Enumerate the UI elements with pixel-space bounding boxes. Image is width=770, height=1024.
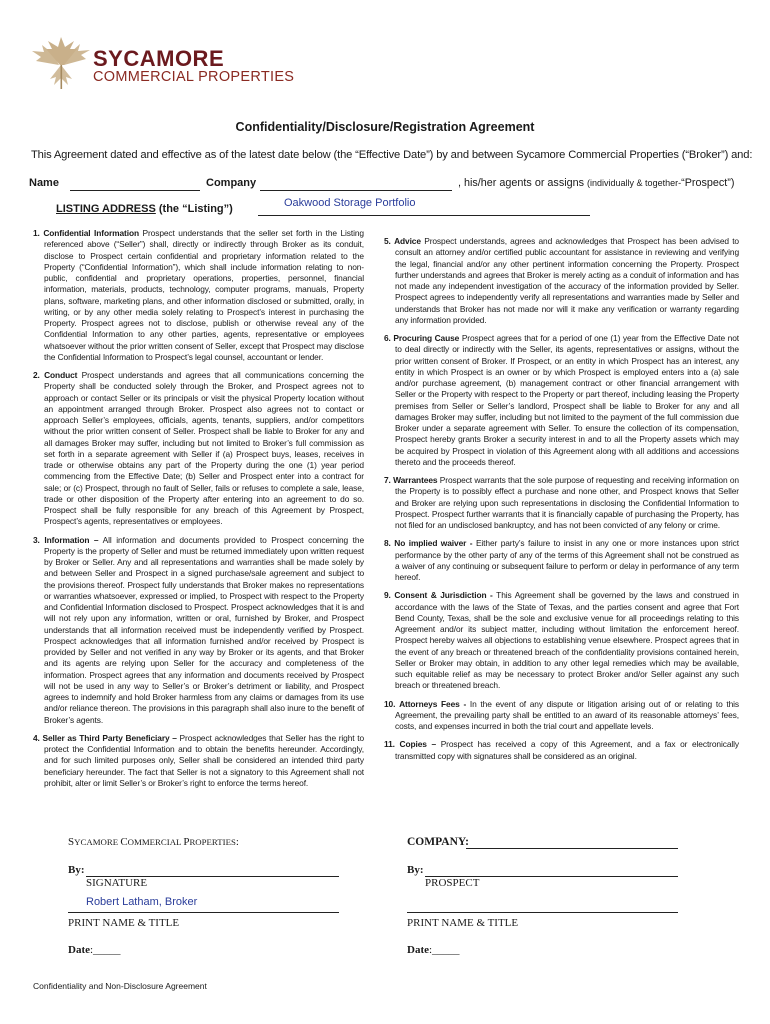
sc-6: ROPERTIES xyxy=(189,837,236,847)
clauses-right-column xyxy=(384,236,739,769)
clause-body: Prospect acknowledges that Seller has the right to protect the Confidential Information and to obtain the benefits hereunder. Accordingly, and for such limited purposes only, Seller shall be considered an intended third party beneficiary hereunder. The fact that Seller is not a signatory to this Agreement shall not prohibit, alter or limit Seller’s or Broker’s right to enforce the terms hereof. xyxy=(44,732,365,788)
company-heading-line[interactable] xyxy=(466,848,678,849)
clause-body: Either party’s failure to insist in any one or more instances upon strict performance by the other party of any of the terms of this Agreement shall not be construed as a waiver of any continuing or subsequent failure to perform or delay in performance of any term hereof. xyxy=(395,538,739,582)
clause-body: This Agreement shall be governed by the laws and construed in accordance with the laws of the State of Texas, and the parties consent and agree that Fort Bend County, Texas, shall be the sole and exclusive venue for all proceedings relating to this Agreement and/or its subject matter, including without limitation the enforcement hereof. Prospect hereby waives all objections to establishing venue elsewhere. Prospect agrees that in the event of any breach or threatened breach of the confidentiality provisions contained herein, Seller or Broker may obtain, in addition to any other legal remedies which may be available, such equitable relief as may be necessary to protect Broker and/or Seller against any such breach or threatened breach. xyxy=(395,590,739,691)
clauses-left-column xyxy=(33,228,364,796)
intro-tail: (“Broker”) and: xyxy=(678,149,753,161)
listing-address-value: Oakwood Storage Portfolio xyxy=(284,197,416,209)
right-date-label: Date xyxy=(407,944,429,956)
agents-text xyxy=(458,177,735,189)
left-signature-caption: SIGNATURE xyxy=(86,877,148,889)
right-prospect-caption: PROSPECT xyxy=(425,877,480,889)
clause-4 xyxy=(33,733,364,789)
clause-11 xyxy=(384,739,739,762)
clause-number: 2. xyxy=(33,370,40,380)
clause-body: Prospect warrants that the sole purpose of requesting and receiving information on the Property is to possibly effect a purchase and none other, and Prospect knows that Seller and Broker are relying upon such representations in disclosing the Confidential Information to Prospect. Prospect further warrants that it is financially capable of purchasing the Property, has not filed for an undisclosed bankruptcy, and has not been convicted of any felony or crime. xyxy=(395,475,739,530)
clause-heading: No implied waiver - xyxy=(394,538,473,549)
clause-8 xyxy=(384,538,739,583)
clause-heading: Advice xyxy=(394,236,421,246)
listing-address-field[interactable] xyxy=(258,215,590,216)
clause-body: Prospect agrees that for a period of one (1) year from the Effective Date not to deal directly or indirectly with the Seller, its agents, representatives or assigns, without the prior written consent of Broker. If Prospect, or an entity in which Prospect has an interest, any entity in which Prospect is an owner or by which Prospect is employed enters into a (a) sale and/or purchase agreement, (b) management contract or other financial arrangement with Seller or the Property with respect to the Property or part thereof, including leasing the Property premises from Seller or Seller’s landlord, Prospect shall be liable to Broker for any and all damages Broker may suffer, including but not limited to the payment of the full commission due Broker under a separate agreement with Seller. To ensure the collection of its compensation, Prospect hereby grants Broker a security interest in and to all the Property assets which may be acquired by Prospect in violation of this Agreement along with all additions and accessions thereto and the proceeds thereof. xyxy=(395,333,739,467)
clause-heading: Copies – xyxy=(399,739,437,750)
clause-number: 4. xyxy=(33,732,40,743)
clause-heading: Seller as Third Party Beneficiary – xyxy=(42,732,177,743)
clause-6 xyxy=(384,333,739,468)
intro-party: Sycamore Commercial Properties xyxy=(516,149,679,161)
sc-2: YCAMORE xyxy=(74,837,121,847)
clause-body: Prospect understands that the seller set forth in the Listing referenced above (“Seller”) shall, directly or indirectly through Broker as its conduit, disclose to Prospect certain confidential and proprietary information related to the Property (“Confidential Information”), which shall include information relating to non-public, confidential and proprietary operations, properties, personnel, financial information, materials, products, technology, computer programs, manuals, Property plans, software, marketing plans, and other information disclosed or submitted, orally, in writing, or by any other media solely relating to Prospect’s interest in purchasing the Property. Prospect agrees not to disclose, publish or otherwise reveal any of the Confidential Information to any other parties, agents, representative or employees whatsoever without the prior written consent of Seller, except that Prospect may disclose the Confidential Information to Prospect’s legal counsel, accountant or lender. xyxy=(44,228,364,362)
clause-10 xyxy=(384,699,739,733)
brand-name: SYCAMORE xyxy=(93,46,225,71)
company-field[interactable] xyxy=(260,190,452,191)
clause-1 xyxy=(33,228,364,363)
agents-text-main: , his/her agents or assigns xyxy=(458,177,585,189)
clause-number: 5. xyxy=(384,236,391,246)
left-print-name-caption: PRINT NAME & TITLE xyxy=(68,917,180,929)
sc-5: P xyxy=(183,836,190,848)
clause-3 xyxy=(33,535,364,726)
sycamore-signature-heading xyxy=(68,836,239,848)
clause-body: Prospect understands and agrees that all communications concerning the Property shall be conducted solely through the Broker, and Prospect agrees not to approach or contact Seller or its principals or visit the physical Property location without an appointment arranged through Broker. Prospect also agrees not to contact or approach Seller’s employees, officials, agents, tenants, suppliers, and/or competitors without the prior written consent of Seller. Prospect shall be liable to Broker for any and all damages Broker may suffer, including but not limited to Broker’s full commission as set forth in a separate agreement with Seller if (a) Prospect buys, leases, receives in trade or otherwise obtains any part of the Property during the one (1) year period commencing from the Effective Date; (b) Seller and Prospect enter into a contract for sale; or (c) Prospect, through no fault of Seller, fails or refuses to complete a sale, lease, trade or other disposition of the Property after entering into an agreement to do so. Prospect shall be fully responsible for any breach of this Agreement by Prospect, Prospect’s agents, representatives or employees. xyxy=(44,370,364,527)
clause-number: 6. xyxy=(384,333,391,343)
clause-heading: Attorneys Fees - xyxy=(399,698,467,709)
left-date xyxy=(68,944,121,956)
company-label: Company xyxy=(206,177,257,189)
clause-number: 10. xyxy=(384,698,396,709)
right-print-name-line[interactable] xyxy=(407,912,678,913)
agents-text-end: “Prospect”) xyxy=(681,177,735,189)
clause-2 xyxy=(33,370,364,528)
right-print-name-caption: PRINT NAME & TITLE xyxy=(407,917,519,929)
clause-heading: Warrantees xyxy=(393,475,438,485)
left-print-name-line[interactable] xyxy=(68,912,339,913)
company-signature-heading: COMPANY: xyxy=(407,836,469,848)
clause-number: 1. xyxy=(33,228,40,238)
left-date-blank[interactable]: :_____ xyxy=(90,944,121,956)
listing-address-label xyxy=(56,203,233,215)
name-label: Name xyxy=(29,177,59,189)
brand-tagline: COMMERCIAL PROPERTIES xyxy=(93,69,295,85)
clause-number: 11. xyxy=(384,739,395,750)
clause-heading: Information – xyxy=(44,534,99,545)
sc-7: : xyxy=(235,836,239,848)
clause-heading: Consent & Jurisdiction - xyxy=(394,590,493,601)
page-footer: Confidentiality and Non-Disclosure Agreement xyxy=(33,981,207,991)
sc-1: S xyxy=(68,836,75,848)
listing-label-a: LISTING ADDRESS xyxy=(56,203,156,215)
left-by-label: By: xyxy=(68,864,85,876)
sc-4: OMMERCIAL xyxy=(127,837,184,847)
right-date-blank[interactable]: :_____ xyxy=(429,944,460,956)
clause-heading: Procuring Cause xyxy=(393,333,460,343)
document-title: Confidentiality/Disclosure/Registration Agreement xyxy=(235,120,535,134)
name-field[interactable] xyxy=(70,190,200,191)
clause-7 xyxy=(384,475,739,531)
clause-9 xyxy=(384,590,739,691)
clause-body: In the event of any dispute or litigation arising out of or relating to this Agreement, the prevailing party shall be entitled to an award of its reasonable attorneys’ fees, costs, and expenses incurred in both the trial court and appellate levels. xyxy=(395,698,740,731)
left-date-label: Date xyxy=(68,944,90,956)
intro-text: This Agreement dated and effective as of the latest date below (the “Effective Date”) by and between xyxy=(31,149,517,161)
clause-heading: Confidential Information xyxy=(43,228,139,238)
clause-heading: Conduct xyxy=(44,370,78,380)
clause-body: Prospect understands, agrees and acknowledges that Prospect has been advised to consult an attorney and/or certified public accountant for assistance in reviewing and verifying the legal, financial and/or any other pertinent information concerning the Property. Prospect further understands and agrees that Broker is merely acting as a conduit of information and has not made any independent investigation of the accuracy of the information provided by Seller. Prospect agrees to independently verify all representations and warranties made by Seller and understands that Broker has not made nor will it make any verification or warranty regarding any information provided. xyxy=(395,236,739,325)
clause-number: 9. xyxy=(384,590,391,601)
right-date xyxy=(407,944,460,956)
right-by-label: By: xyxy=(407,864,424,876)
intro-sentence xyxy=(31,149,751,161)
broker-name-value: Robert Latham, Broker xyxy=(86,896,198,908)
listing-label-b: (the “Listing”) xyxy=(155,203,233,215)
sc-3: C xyxy=(120,836,128,848)
clause-body: All information and documents provided to Prospect concerning the Property is the property of Seller and must be returned immediately upon written request by Broker or Seller. Any and all representations and warranties shall be made solely by and between Seller and Prospect in a signed purchase/sale agreement and subject to the provisions thereof. Prospect fully understands that Broker makes no representations or warranties whatsoever, expressed or implied, to Prospect with respect to the Property and Confidential Information disclosed to Prospect. Prospect acknowledges that it is and will not rely upon any information, written or oral, furnished by Broker, and Prospect understands that all information received must be independently verified by Prospect. Prospect acknowledges that all information furnished and/or received by Prospect is provided by Seller and not verified in any way by Broker or its agents, and that Broker and its agents are relying upon Seller for the accuracy and completeness of the information. Prospect agrees that any information and documents received by Prospect will not be used in any way to Seller’s or Broker’s detriment or liability, and Prospect agrees to indemnify and hold Broker harmless from any claims or damages from its use and/or reliance thereon. The provisions in this paragraph shall also inure to the benefit of Broker’s agents. xyxy=(44,534,365,725)
agents-text-small: (individually & together- xyxy=(587,178,682,188)
clause-number: 8. xyxy=(384,538,391,549)
clause-number: 7. xyxy=(384,475,391,485)
clause-number: 3. xyxy=(33,534,40,545)
clause-5 xyxy=(384,236,739,326)
clause-body: Prospect has received a copy of this Agreement, and a fax or electronically transmitted copy with signatures shall be considered as an original. xyxy=(395,739,740,761)
